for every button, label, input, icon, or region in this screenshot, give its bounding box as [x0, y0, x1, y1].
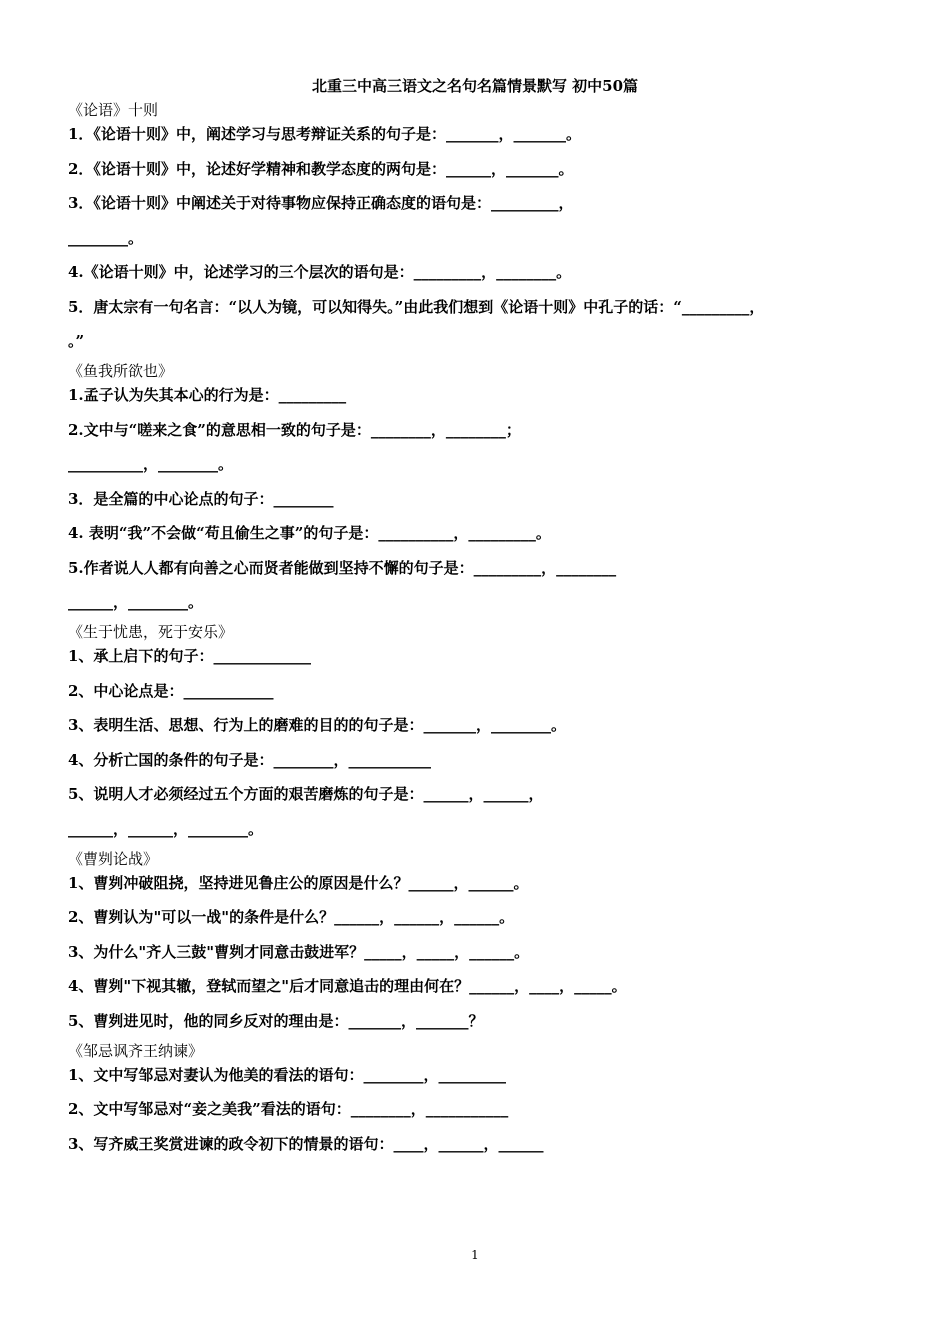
section-heading: 《生于忧患，死于安乐》 — [68, 623, 234, 641]
question-line: 5、曹刿进见时，他的同乡反对的理由是：_______，_______？ — [68, 1011, 484, 1030]
question-line: 3、写齐威王奖赏进谏的政令初下的情景的语句：____，______，______ — [68, 1134, 544, 1153]
section-heading: 《曹刿论战》 — [68, 849, 159, 868]
question-line: 4、曹刿"下视其辙，登轼而望之"后才同意追击的理由何在？______，____，_____。 — [68, 977, 627, 995]
section-heading: 《邹忌讽齐王纳谏》 — [68, 1041, 204, 1060]
question-line: 4. 表明“我”不会做“苟且偷生之事”的句子是：__________，_________。 — [68, 524, 551, 542]
question-line: 5、说明人才必须经过五个方面的艰苦磨炼的句子是：______，______， — [68, 785, 544, 803]
page-number: 1 — [471, 1248, 479, 1262]
page-title: 北重三中高三语文之名句名篇情景默写 初中50篇 — [311, 77, 639, 95]
question-continuation: __________，________。 — [68, 455, 234, 473]
question-line: 3．《论语十则》中阐述关于对待事物应保持正确态度的语句是：_________， — [68, 194, 574, 212]
question-continuation: ______，______，________。 — [68, 819, 264, 838]
question-line: 2、曹刿认为"可以一战"的条件是什么？______，______，______。 — [68, 908, 515, 926]
question-line: 1、文中写邹忌对妻认为他美的看法的语句：________，_________ — [68, 1065, 506, 1084]
question-continuation: 。” — [68, 332, 85, 350]
question-line: 1.孟子认为失其本心的行为是：_________ — [68, 386, 347, 404]
question-line: 4.《论语十则》中，论述学习的三个层次的语句是：_________，________。 — [68, 263, 572, 281]
question-continuation: ________。 — [68, 228, 144, 247]
question-line: 1．《论语十则》中，阐述学习与思考辩证关系的句子是：_______，_______。 — [68, 125, 581, 143]
question-continuation: ______，________。 — [68, 593, 204, 611]
question-line: 3、为什么"齐人三鼓"曹刿才同意击鼓进军？_____，_____，______。 — [68, 942, 530, 961]
question-line: 3、表明生活、思想、行为上的磨难的目的的句子是：_______，________。 — [68, 716, 566, 734]
question-line: 2、文中写邹忌对“妾之美我”看法的语句：________，___________ — [68, 1100, 509, 1118]
question-line: 1、曹刿冲破阻挠，坚持进见鲁庄公的原因是什么？______，______。 — [68, 873, 529, 892]
worksheet-body — [68, 98, 888, 1166]
section-heading: 《论语》十则 — [68, 101, 159, 119]
question-line: 2.文中与“嗟来之食”的意思相一致的句子是：________，________； — [68, 420, 521, 439]
question-line: 2、中心论点是：____________ — [68, 681, 274, 700]
question-line: 4、分析亡国的条件的句子是：________，___________ — [68, 750, 431, 769]
question-line: 3．是全篇的中心论点的句子：________ — [68, 489, 334, 508]
question-line: 1、承上启下的句子：_____________ — [68, 647, 311, 665]
question-line: 5.作者说人人都有向善之心而贤者能做到坚持不懈的句子是：_________，________ — [68, 558, 617, 577]
question-line: 5．唐太宗有一句名言：“以人为镜，可以知得失。”由此我们想到《论语十则》中孔子的话：“_________， — [68, 297, 765, 316]
section-heading: 《鱼我所欲也》 — [68, 362, 174, 380]
question-line: 2．《论语十则》中，论述好学精神和教学态度的两句是：______，_______。 — [68, 159, 574, 178]
